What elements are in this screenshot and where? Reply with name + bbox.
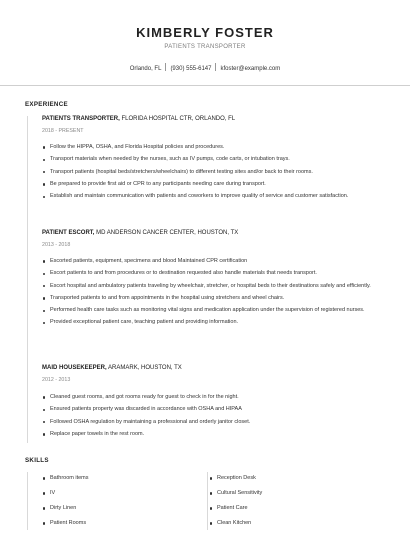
skill-item: Cultural Sensitivity [209, 490, 262, 505]
job-dates: 2018 - PRESENT [42, 128, 84, 134]
job-role: MAID HOUSEKEEPER, [42, 365, 107, 371]
job-bullet: Follow the HIPPA, OSHA, and Florida Hospital policies and procedures. [42, 144, 377, 151]
job-bullet: Establish and maintain communication with patients and coworkers to improve quality of service and customer satisfaction. [42, 193, 377, 200]
job-employer: FLORIDA HOSPITAL CTR, ORLANDO, FL [119, 116, 236, 122]
job-bullets [42, 258, 377, 332]
job-bullet: Followed OSHA regulation by maintaining a professional and orderly janitor closet. [42, 419, 377, 426]
job-bullet: Performed health care tasks such as monitoring vital signs and medication application under the supervision of registered nurses. [42, 307, 377, 314]
job-employer: ARAMARK, HOUSTON, TX [106, 365, 182, 371]
job-bullet: Ensured patients property was discarded in accordance with OSHA and HIPAA [42, 406, 377, 413]
skills-right-column [209, 475, 262, 535]
contact-email: kfoster@example.com [220, 66, 281, 72]
contact-separator [215, 63, 216, 71]
job-dates: 2013 - 2018 [42, 242, 71, 248]
contact-phone: (930) 555-6147 [170, 66, 212, 72]
candidate-name: KIMBERLY FOSTER [136, 25, 274, 40]
job-dates: 2012 - 2013 [42, 377, 71, 383]
skills-timeline-line [27, 472, 28, 530]
skill-item: Bathroom items [42, 475, 89, 490]
skill-item: Clean Kitchen [209, 520, 262, 535]
header-divider [0, 85, 410, 86]
job-bullet: Provided exceptional patient care, teaching patient and providing information. [42, 319, 377, 326]
skills-heading: SKILLS [25, 457, 49, 464]
job-bullets [42, 394, 377, 443]
job-role: PATIENTS TRANSPORTER, [42, 116, 120, 122]
contact-line [0, 63, 410, 72]
experience-timeline-line [27, 116, 28, 443]
job-bullet: Transported patients to and from appointments in the hospital using stretchers and wheel chairs. [42, 295, 377, 302]
contact-location: Orlando, FL [129, 66, 162, 72]
job-bullet: Escort hospital and ambulatory patients traveling by wheelchair, stretcher, or hospital beds to their destinations safely and efficiently. [42, 283, 377, 290]
job-header [42, 116, 235, 122]
skill-item: Patient Care [209, 505, 262, 520]
candidate-title: PATIENTS TRANSPORTER [164, 44, 246, 50]
job-bullet: Escorted patients, equipment, specimens and blood Maintained CPR certification [42, 258, 377, 265]
job-header [42, 365, 182, 371]
skill-item: Reception Desk [209, 475, 262, 490]
job-employer: MD ANDERSON CANCER CENTER, HOUSTON, TX [94, 230, 239, 236]
job-bullets [42, 144, 377, 205]
job-header [42, 230, 238, 236]
skill-item: Patient Rooms [42, 520, 89, 535]
skill-item: Dirty Linen [42, 505, 89, 520]
job-bullet: Transport patients (hospital beds/stretchers/wheelchairs) to different testing sites and/or back to their rooms. [42, 169, 377, 176]
job-bullet: Escort patients to and from procedures or to destination requested also handle materials that needs transport. [42, 270, 377, 277]
job-bullet: Transport materials when needed by the nurses, such as IV pumps, code carts, or intubation trays. [42, 156, 377, 163]
resume-header [0, 0, 410, 88]
contact-separator [165, 63, 166, 71]
job-role: PATIENT ESCORT, [42, 230, 95, 236]
job-bullet: Cleaned guest rooms, and got rooms ready for guest to check in for the night. [42, 394, 377, 401]
job-bullet: Replace paper towels in the rest room. [42, 431, 377, 438]
experience-heading: EXPERIENCE [25, 101, 68, 108]
job-bullet: Be prepared to provide first aid or CPR to any participants needing care during transport. [42, 181, 377, 188]
skills-column-divider [207, 472, 208, 530]
skill-item: IV [42, 490, 89, 505]
skills-left-column [42, 475, 89, 535]
